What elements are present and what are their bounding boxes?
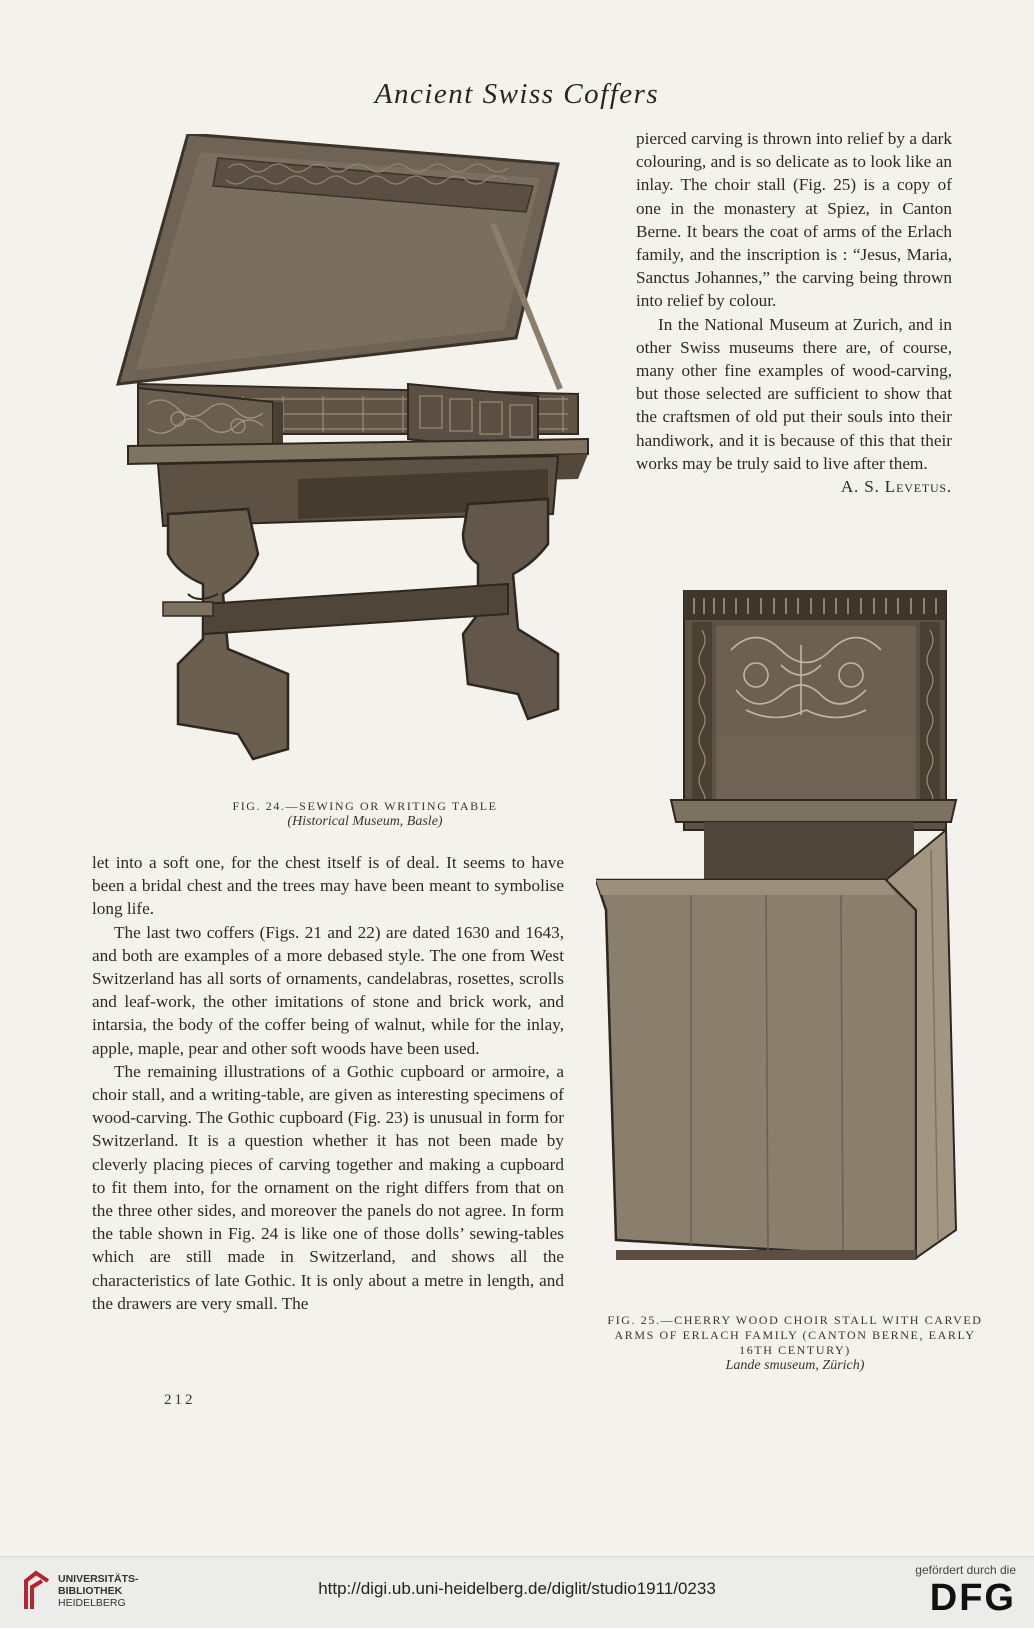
figure-24-credit: (Historical Museum, Basle) — [287, 814, 443, 829]
library-line-1: UNIVERSITÄTS- — [58, 1573, 139, 1585]
figure-25-caption-title: FIG. 25.—CHERRY WOOD CHOIR STALL WITH CARVED ARMS OF ERLACH FAMILY (CANTON BERNE, EARLY 16TH CENTURY) — [607, 1313, 983, 1357]
author-signature: A. S. Levetus. — [840, 477, 952, 497]
left-paragraph-2: The last two coffers (Figs. 21 and 22) are dated 1630 and 1643, and both are examples of a more debased style. The one from West Switzerland has all sorts of ornaments, candelabras, rosettes, scrolls and leaf-work, the other imitations of stone and brick work, and intarsia, the body of the coffer being of walnut, while for the inlay, apple, maple, pear and other soft woods have been used. — [92, 922, 564, 1058]
library-line-3: HEIDELBERG — [58, 1597, 126, 1609]
figure-24-image — [108, 134, 608, 794]
right-paragraph-2: In the National Museum at Zurich, and in other Swiss museums there are, of course, many other fine examples of wood-carving, but those selected are sufficient to show that the craftsmen of old put their souls into their handiwork, and it is because of this that their works may be truly said to live after them. — [636, 314, 952, 473]
right-column-text — [636, 127, 952, 498]
right-paragraph-1: pierced carving is thrown into relief by a dark colouring, and is so delicate as to look like an inlay. The choir stall (Fig. 25) is a copy of one in the monastery at Spiez, in Canton Berne. It bears the coat of arms of the Erlach family, and the inscription is : “Jesus, Maria, Sanctus Johannes,” the carving being thrown into relief by colour. — [636, 129, 952, 311]
left-paragraph-3: The remaining illustrations of a Gothic cupboard or armoire, a choir stall, and a writing-table, are given as interesting specimens of wood-carving. The Gothic cupboard (Fig. 23) is unusual in form for Switzerland. It is a question whether it has not been made by cleverly placing pieces of carving together and making a cupboard to fit them into, for the ornament on the right differs from that on the three other sides, and moreover the panels do not agree. In form the table shown in Fig. 24 is like one of those dolls’ sewing-tables which are still made in Switzerland, and shows all the characteristics of late Gothic. It is only about a metre in length, and the drawers are very small. The — [92, 1061, 564, 1313]
figure-25-image — [596, 590, 958, 1302]
digitization-footer — [0, 1556, 1034, 1628]
permalink-url[interactable]: http://digi.ub.uni-heidelberg.de/diglit/studio1911/0233 — [318, 1579, 716, 1598]
figure-24-caption — [180, 799, 550, 829]
dfg-logo: DFG — [929, 1577, 1016, 1619]
funder-note: gefördert durch die — [915, 1563, 1016, 1577]
figure-24-caption-title: FIG. 24.—SEWING OR WRITING TABLE — [232, 799, 498, 813]
figure-25-credit: Lande smuseum, Zürich) — [725, 1358, 865, 1373]
left-column-text — [92, 851, 564, 1315]
funder-block — [915, 1563, 1016, 1619]
left-paragraph-1: let into a soft one, for the chest itself is of deal. It seems to have been a bridal chest and the trees may have been meant to symbolise long life. — [92, 853, 564, 919]
library-line-2: BIBLIOTHEK — [58, 1585, 123, 1597]
page-number: 212 — [164, 1392, 196, 1408]
running-head: Ancient Swiss Coffers — [374, 78, 660, 110]
figure-25-caption — [600, 1313, 990, 1373]
